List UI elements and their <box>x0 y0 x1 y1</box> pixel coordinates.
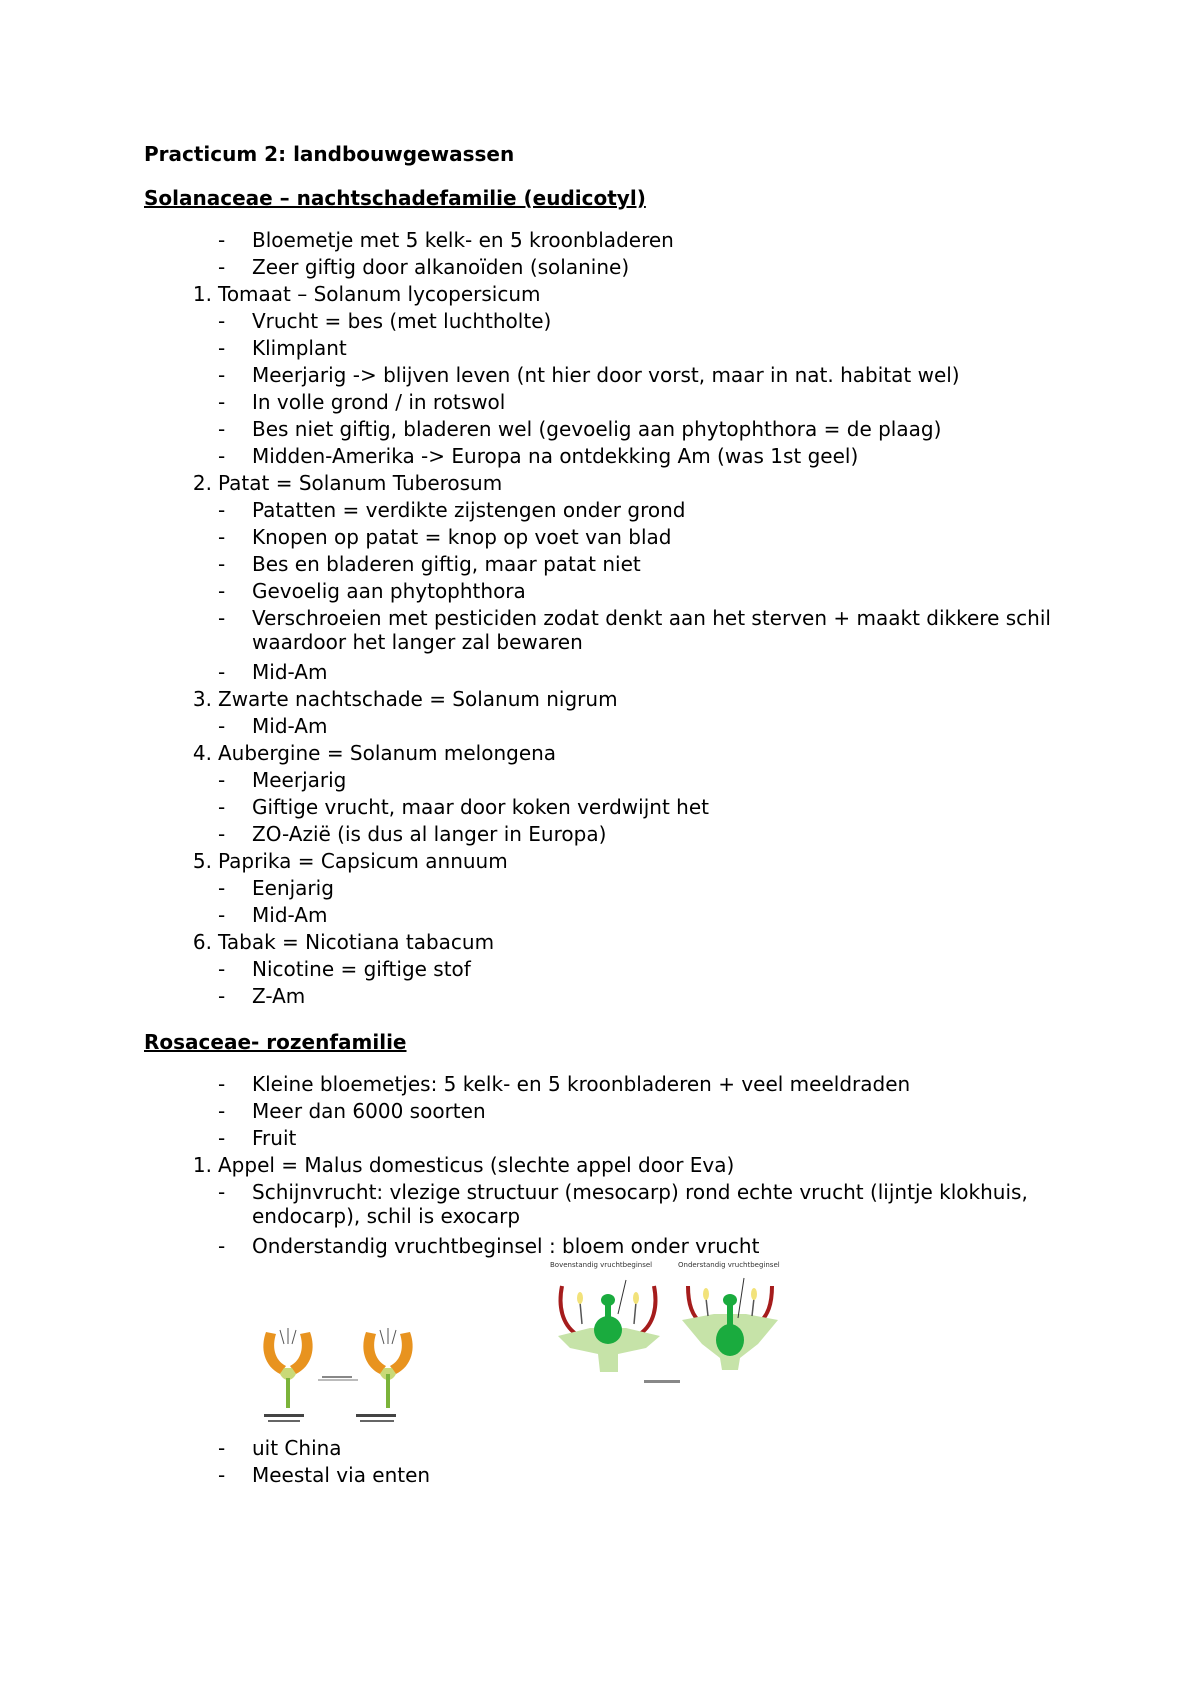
label-bovenstandig: Bovenstandig vruchtbeginsel <box>550 1261 653 1269</box>
superior-ovary-flower-icon <box>558 1280 660 1372</box>
section-heading-rosaceae: Rosaceae- rozenfamilie <box>144 1030 407 1054</box>
list-item: - Gevoelig aan phytophthora <box>218 579 526 603</box>
list-item: 5. Paprika = Capsicum annuum <box>192 849 508 873</box>
list-item: - Mid-Am <box>218 903 328 927</box>
list-item: - Patatten = verdikte zijstengen onder grond <box>218 498 686 522</box>
list-item: 3. Zwarte nachtschade = Solanum nigrum <box>192 687 618 711</box>
list-item: - Bes niet giftig, bladeren wel (gevoelig aan phytophthora = de plaag) <box>218 417 942 441</box>
list-item: - Kleine bloemetjes: 5 kelk- en 5 kroonbladeren + veel meeldraden <box>218 1072 911 1096</box>
list-item: - Eenjarig <box>218 876 334 900</box>
list-item: - Giftige vrucht, maar door koken verdwijnt het <box>218 795 709 819</box>
list-item: - Meestal via enten <box>218 1463 431 1487</box>
list-item: - ZO-Azië (is dus al langer in Europa) <box>218 822 607 846</box>
label-onderstandig: Onderstandig vruchtbeginsel <box>678 1261 780 1269</box>
list-item: 1. Appel = Malus domesticus (slechte appel door Eva) <box>192 1153 735 1177</box>
section-heading-solanaceae: Solanaceae – nachtschadefamilie (eudicotyl) <box>144 186 646 210</box>
solanaceae-list <box>144 228 1094 1011</box>
list-item: - Verschroeien met pesticiden zodat denkt aan het sterven + maakt dikkere schil waardoor het langer zal bewaren <box>218 606 1051 654</box>
flower-left-icon <box>263 1328 312 1422</box>
list-item: - Schijnvrucht: vlezige structuur (mesocarp) rond echte vrucht (lijntje klokhuis, endocarp), schil is exocarp <box>218 1180 1028 1228</box>
list-item: - Bloemetje met 5 kelk- en 5 kroonbladeren <box>218 228 674 252</box>
list-item: - Meerjarig -> blijven leven (nt hier door vorst, maar in nat. habitat wel) <box>218 363 960 387</box>
list-item: - Mid-Am <box>218 714 328 738</box>
list-item: - Bes en bladeren giftig, maar patat niet <box>218 552 641 576</box>
list-item: - Vrucht = bes (met luchtholte) <box>218 309 552 333</box>
list-item: - Fruit <box>218 1126 297 1150</box>
list-item: - Nicotine = giftige stof <box>218 957 471 981</box>
list-item: - Zeer giftig door alkanoïden (solanine) <box>218 255 630 279</box>
rosaceae-list-continued <box>144 1436 1094 1490</box>
list-item: - Onderstandig vruchtbeginsel : bloem onder vrucht <box>218 1234 760 1258</box>
list-item: 2. Patat = Solanum Tuberosum <box>192 471 503 495</box>
list-item: - uit China <box>218 1436 342 1460</box>
list-item: - Midden-Amerika -> Europa na ontdekking Am (was 1st geel) <box>218 444 859 468</box>
rosaceae-list <box>144 1072 1094 1261</box>
list-item: 6. Tabak = Nicotiana tabacum <box>192 930 495 954</box>
page-title: Practicum 2: landbouwgewassen <box>144 142 515 166</box>
flower-right-icon <box>356 1328 413 1422</box>
list-item: - Mid-Am <box>218 660 328 684</box>
ovary-position-diagram <box>548 1258 792 1388</box>
list-item: - Knopen op patat = knop op voet van blad <box>218 525 672 549</box>
list-item: - In volle grond / in rotswol <box>218 390 506 414</box>
list-item: - Z-Am <box>218 984 306 1008</box>
list-item: - Klimplant <box>218 336 347 360</box>
list-item: - Meer dan 6000 soorten <box>218 1099 486 1123</box>
apple-flower-diagram-small <box>258 1318 420 1426</box>
list-item: - Meerjarig <box>218 768 347 792</box>
inferior-ovary-flower-icon <box>682 1278 778 1370</box>
list-item: 1. Tomaat – Solanum lycopersicum <box>192 282 541 306</box>
list-item: 4. Aubergine = Solanum melongena <box>192 741 557 765</box>
